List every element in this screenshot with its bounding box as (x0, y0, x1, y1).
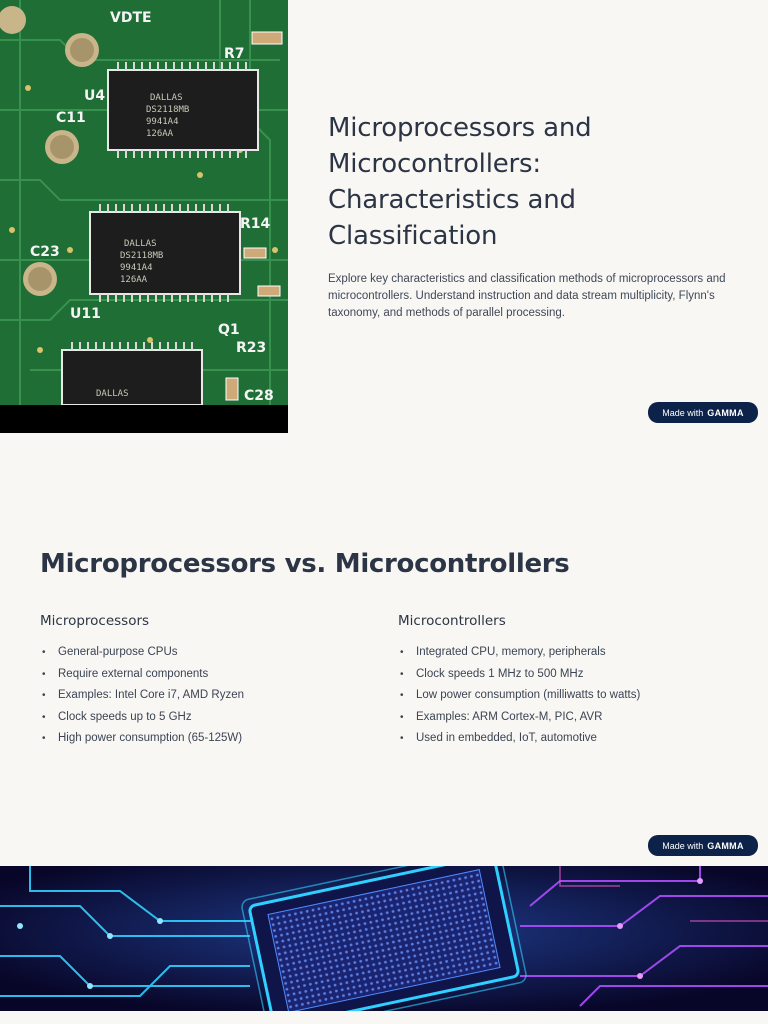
pcb-chip-label: DS2118MB (120, 251, 164, 261)
list-item: • Clock speeds up to 5 GHz (40, 707, 370, 729)
list-item: • Examples: ARM Cortex-M, PIC, AVR (398, 707, 728, 729)
pcb-component-label: VDTE (110, 10, 152, 26)
list-item: • Used in embedded, IoT, automotive (398, 728, 728, 750)
pcb-component-label: C23 (30, 244, 60, 260)
list-item: • Integrated CPU, memory, peripherals (398, 642, 728, 664)
bullet-list (398, 642, 728, 750)
list-item: • Require external components (40, 664, 370, 686)
pcb-component-label: C11 (56, 110, 86, 126)
column-heading: Microprocessors (40, 613, 150, 629)
list-item: • Low power consumption (milliwatts to watts) (398, 685, 728, 707)
microprocessors-column (40, 613, 370, 750)
pcb-component-label: U11 (70, 306, 101, 322)
made-with-gamma-badge[interactable] (648, 835, 758, 856)
pcb-chip-label: 126AA (120, 275, 148, 285)
comparison-slide (0, 433, 768, 866)
glowing-chip-photo (0, 866, 768, 1011)
badge-prefix: Made with (662, 407, 704, 418)
circuit-board-photo (0, 0, 288, 433)
made-with-gamma-badge[interactable] (648, 402, 758, 423)
column-heading: Microcontrollers (398, 613, 506, 629)
list-item: • Examples: Intel Core i7, AMD Ryzen (40, 685, 370, 707)
list-item: • Clock speeds 1 MHz to 500 MHz (398, 664, 728, 686)
list-item: • General-purpose CPUs (40, 642, 370, 664)
pcb-component-label: R7 (224, 46, 245, 62)
page-title: Microprocessors and Microcontrollers: Characteristics and Classification (328, 113, 592, 251)
pcb-chip-label: DALLAS (96, 389, 129, 399)
pcb-component-label: Q1 (218, 322, 240, 338)
badge-prefix: Made with (662, 840, 704, 851)
pcb-chip-label: 126AA (146, 129, 174, 139)
microcontrollers-column (398, 613, 728, 750)
title-slide (0, 0, 768, 433)
list-item: • High power consumption (65-125W) (40, 728, 370, 750)
pcb-chip-label: 9941A4 (120, 263, 153, 273)
pcb-component-label: R14 (240, 216, 271, 232)
pcb-component-label: C28 (244, 388, 274, 404)
bullet-list (40, 642, 370, 750)
gamma-logo: GAMMA (707, 840, 744, 851)
gamma-logo: GAMMA (707, 407, 744, 418)
pcb-chip-label: DALLAS (124, 239, 157, 249)
pcb-component-label: U4 (84, 88, 106, 104)
pcb-component-label: R23 (236, 340, 267, 356)
page-subtitle: Explore key characteristics and classification methods of microprocessors and microcontrollers. Understand instruction and data stream multiplicity, Flynn's taxonomy, and methods of parallel processing. (328, 273, 726, 319)
section-title: Microprocessors vs. Microcontrollers (40, 549, 570, 579)
pcb-chip-label: DS2118MB (146, 105, 190, 115)
pcb-chip-label: 9941A4 (146, 117, 179, 127)
pcb-chip-label: DALLAS (150, 93, 183, 103)
